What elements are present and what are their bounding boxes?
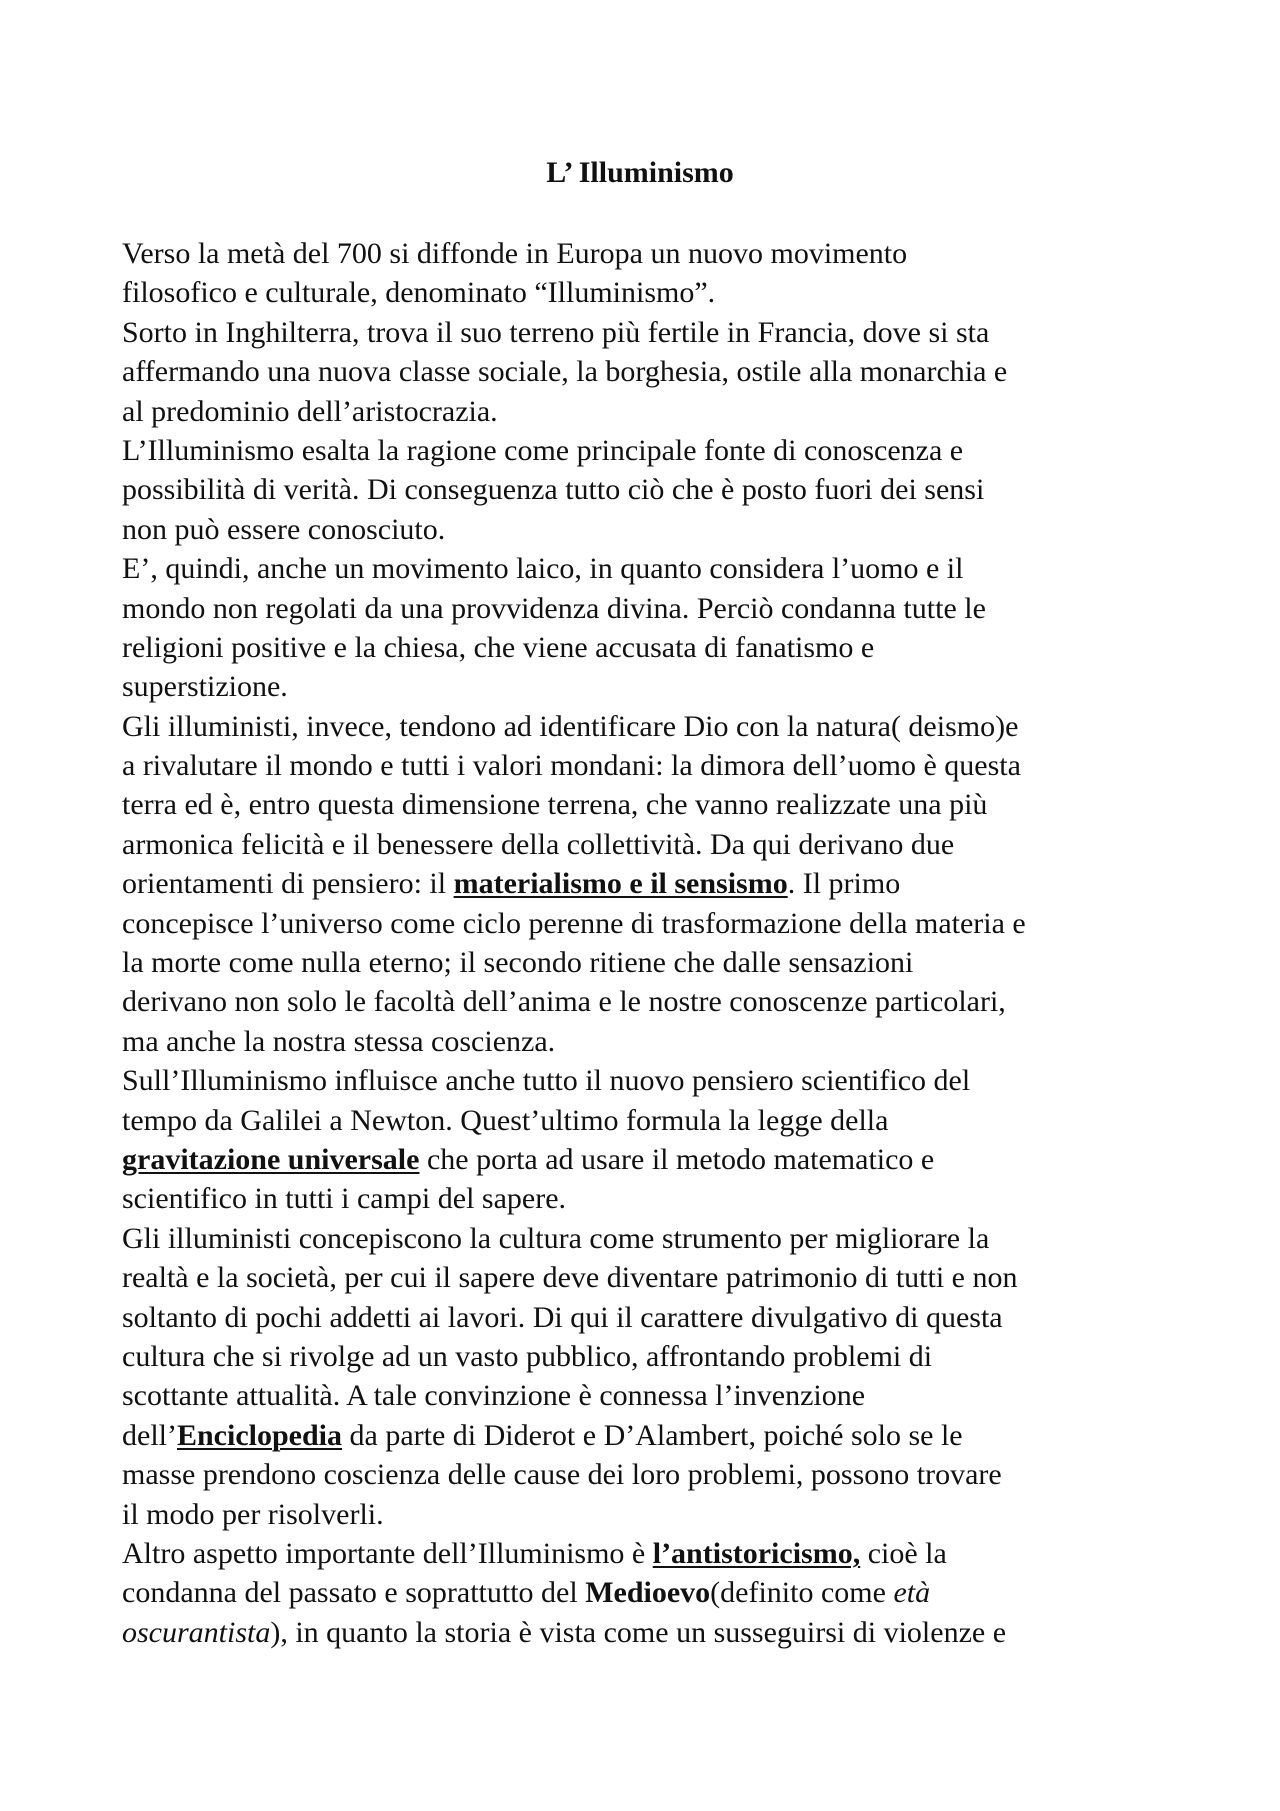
text-line: E’, quindi, anche un movimento laico, in quanto considera l’uomo e il <box>122 552 964 586</box>
text-segment: (definito come <box>710 1576 894 1610</box>
text-line: L’Illuminismo esalta la ragione come principale fonte di conoscenza e <box>122 433 964 467</box>
text-line: scientifico in tutti i campi del sapere. <box>122 1182 567 1216</box>
text-line: Gli illuministi, invece, tendono ad identificare Dio con la natura( deismo)e <box>122 709 1019 743</box>
text-line: possibilità di verità. Di conseguenza tutto ciò che è posto fuori dei sensi <box>122 473 985 507</box>
text-line: Sorto in Inghilterra, trova il suo terreno più fertile in Francia, dove si sta <box>122 315 990 349</box>
text-line-antistoricismo <box>122 1534 1202 1573</box>
text-line: Verso la metà del 700 si diffonde in Europa un nuovo movimento <box>122 237 908 270</box>
italic-oscurantista: oscurantista <box>122 1615 271 1649</box>
text-line: filosofico e culturale, denominato “Illuminismo”. <box>122 276 716 310</box>
text-line: il modo per risolverli. <box>122 1497 384 1531</box>
emphasis-medioevo: Medioevo <box>585 1576 711 1610</box>
emphasis-gravitazione-universale: gravitazione universale <box>122 1142 420 1176</box>
text-segment: dell’ <box>122 1418 177 1452</box>
emphasis-enciclopedia: Enciclopedia <box>176 1418 342 1452</box>
text-line-materialismo <box>122 864 1202 903</box>
text-line: terra ed è, entro questa dimensione terrena, che vanno realizzate una più <box>122 788 988 822</box>
text-line: derivano non solo le facoltà dell’anima e le nostre conoscenze particolari, <box>122 985 1006 1019</box>
text-segment: ), in quanto la storia è vista come un susseguirsi di violenze e <box>270 1615 1007 1649</box>
text-segment: orientamenti di pensiero: il <box>122 867 454 901</box>
text-line: a rivalutare il mondo e tutti i valori mondani: la dimora dell’uomo è questa <box>122 749 1021 783</box>
text-segment: . Il primo <box>787 867 901 901</box>
text-line-medioevo <box>122 1573 1202 1612</box>
text-line: religioni positive e la chiesa, che viene accusata di fanatismo e <box>122 630 875 664</box>
text-line: tempo da Galilei a Newton. Quest’ultimo formula la legge della <box>122 1103 889 1137</box>
text-segment: che porta ad usare il metodo matematico e <box>419 1142 935 1176</box>
emphasis-materialismo-sensismo: materialismo e il sensismo <box>453 867 788 901</box>
text-line: Sull’Illuminismo influisce anche tutto il nuovo pensiero scientifico del <box>122 1064 971 1098</box>
text-line: realtà e la società, per cui il sapere deve diventare patrimonio di tutti e non <box>122 1261 1018 1295</box>
text-line: affermando una nuova classe sociale, la borghesia, ostile alla monarchia e <box>122 355 1008 389</box>
text-line: cultura che si rivolge ad un vasto pubblico, affrontando problemi di <box>122 1339 933 1373</box>
text-line: mondo non regolati da una provvidenza divina. Perciò condanna tutte le <box>122 591 986 625</box>
text-line: soltanto di pochi addetti ai lavori. Di qui il carattere divulgativo di questa <box>122 1300 1003 1334</box>
text-line-oscurantista <box>122 1613 1202 1652</box>
document-title: L’ Illuminismo <box>546 156 734 189</box>
text-line-enciclopedia <box>122 1416 1202 1455</box>
text-line: al predominio dell’aristocrazia. <box>122 394 498 428</box>
text-segment: condanna del passato e soprattutto del <box>122 1576 586 1610</box>
text-line: Gli illuministi concepiscono la cultura come strumento per migliorare la <box>122 1221 990 1255</box>
document-body <box>122 234 1202 1652</box>
text-line: non può essere conosciuto. <box>122 512 446 546</box>
text-line: ma anche la nostra stessa coscienza. <box>122 1024 556 1058</box>
text-line: masse prendono coscienza delle cause dei loro problemi, possono trovare <box>122 1458 1002 1492</box>
text-line-gravitazione <box>122 1140 1202 1179</box>
text-line: scottante attualità. A tale convinzione è connessa l’invenzione <box>122 1379 866 1413</box>
text-line: concepisce l’universo come ciclo perenne di trasformazione della materia e <box>122 906 1026 940</box>
italic-eta: età <box>893 1576 931 1610</box>
text-line: armonica felicità e il benessere della collettività. Da qui derivano due <box>122 827 955 861</box>
text-segment: cioè la <box>860 1536 947 1570</box>
text-segment: Altro aspetto importante dell’Illuminismo è <box>122 1536 653 1570</box>
emphasis-antistoricismo: l’antistoricismo, <box>652 1536 861 1570</box>
text-line: la morte come nulla eterno; il secondo ritiene che dalle sensazioni <box>122 946 914 980</box>
text-line: superstizione. <box>122 670 288 704</box>
text-segment: da parte di Diderot e D’Alambert, poiché solo se le <box>342 1418 963 1452</box>
